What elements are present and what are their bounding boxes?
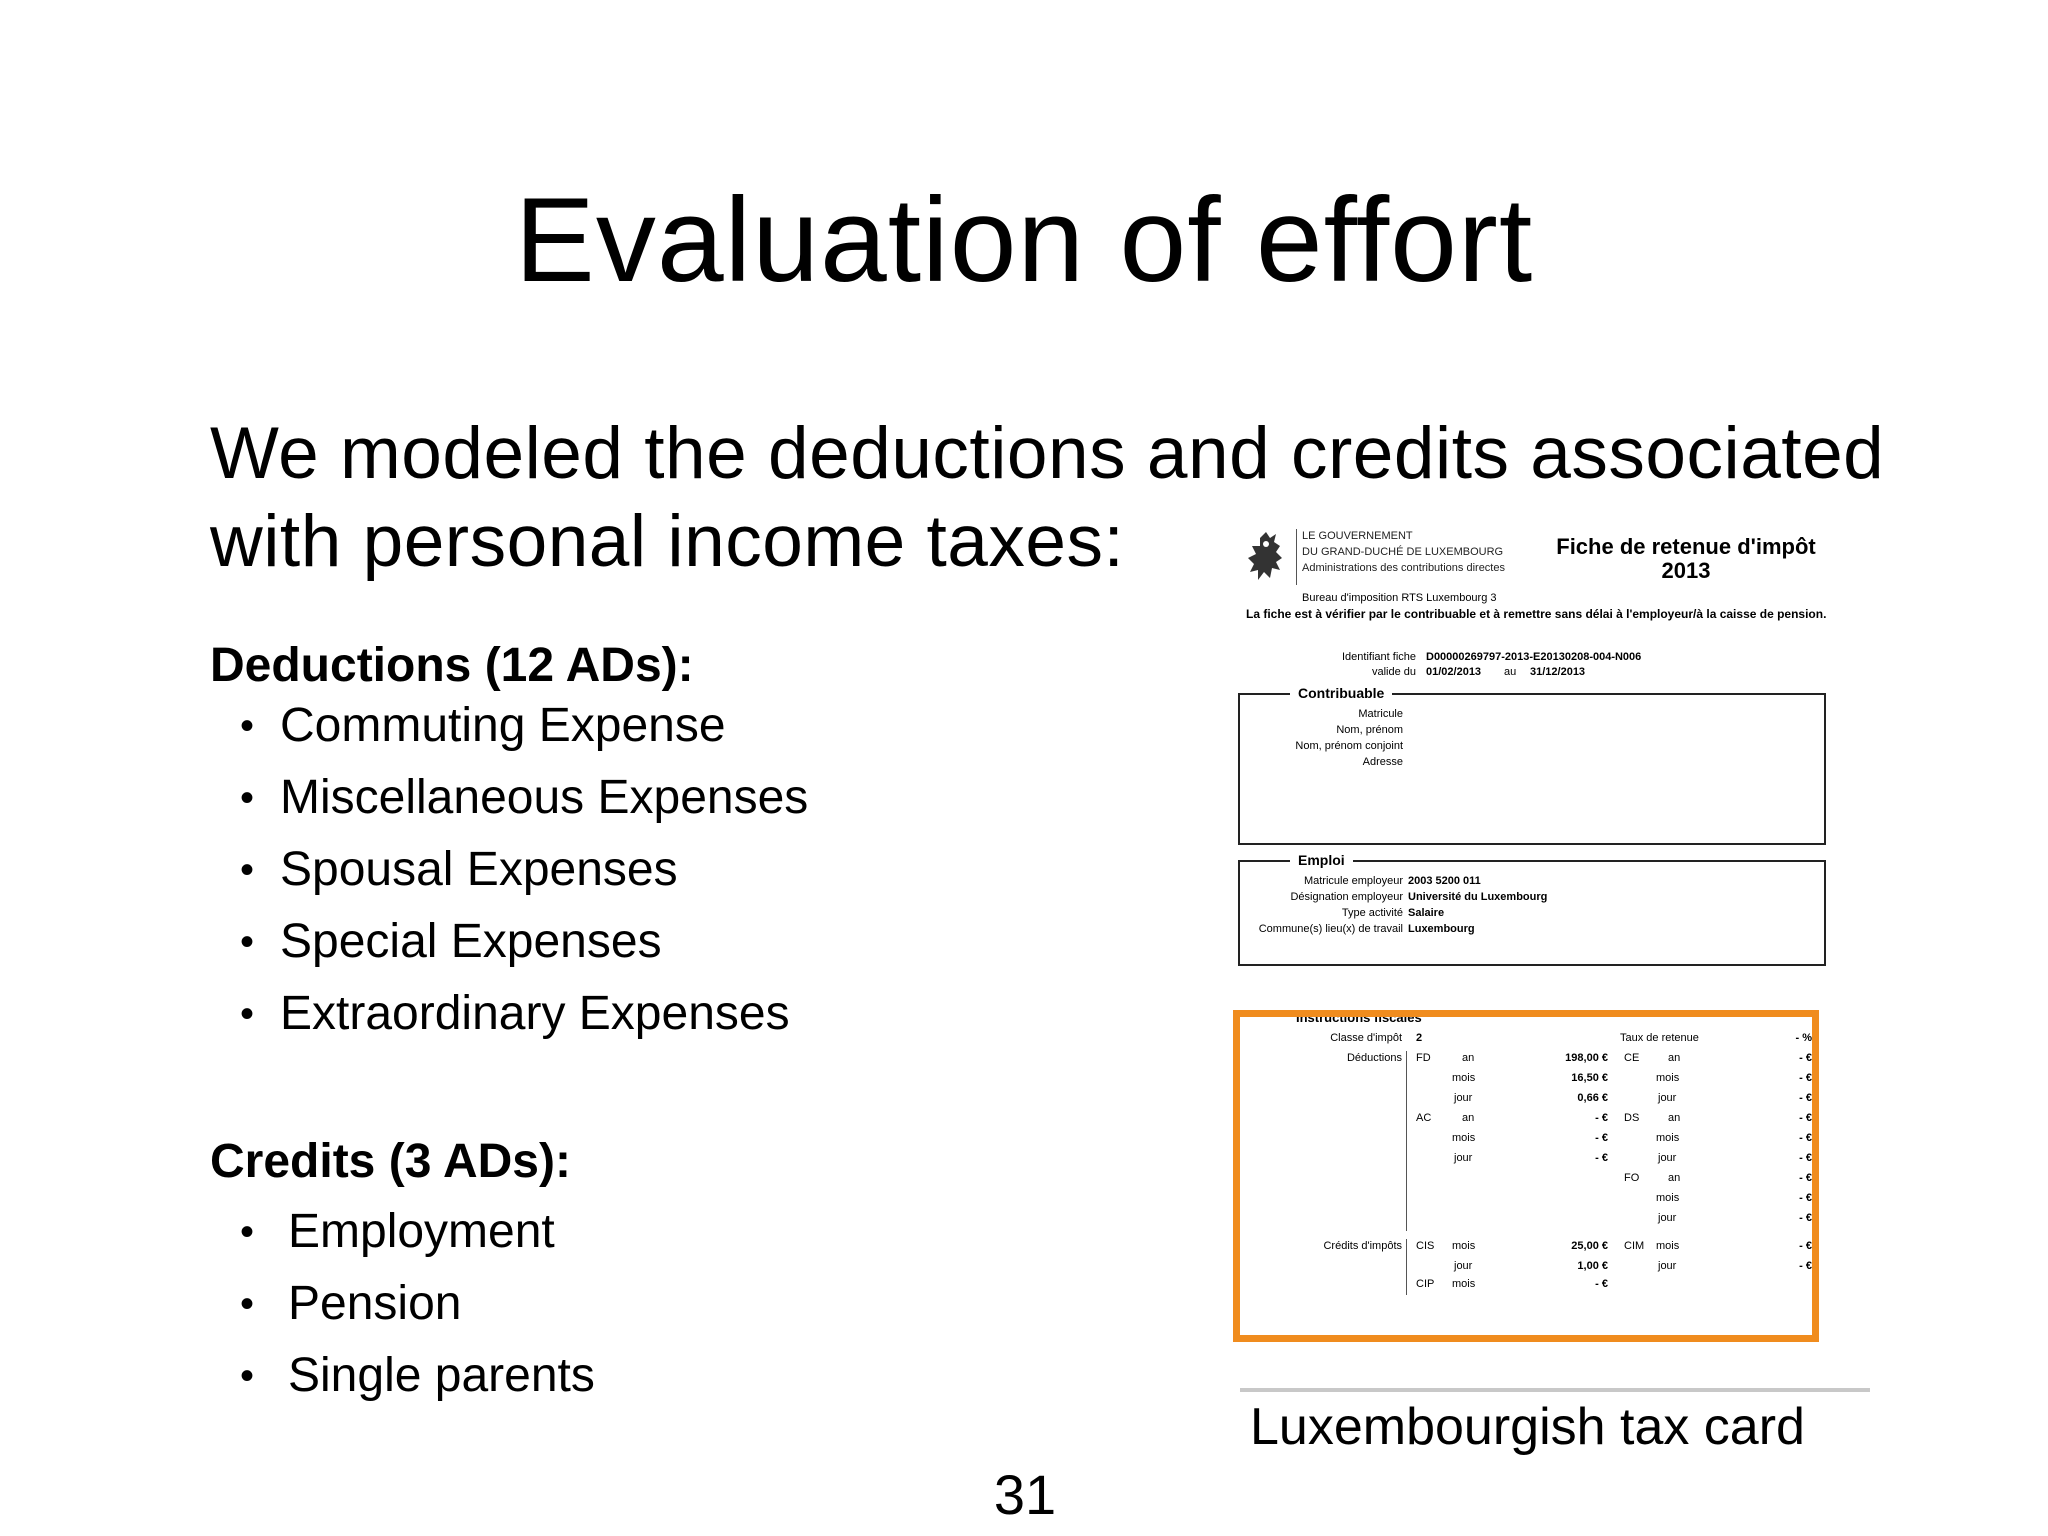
bullet-icon: • — [240, 1354, 255, 1398]
row-period: mois — [1452, 1278, 1476, 1290]
row-amount: - € — [1799, 1192, 1812, 1204]
row-code: DS — [1624, 1112, 1640, 1124]
contribuable-field: Nom, prénom — [1336, 724, 1403, 736]
gov-line-1: LE GOUVERNEMENT — [1302, 530, 1413, 542]
caption-divider — [1240, 1388, 1870, 1392]
row-amount: - € — [1799, 1052, 1812, 1064]
emploi-field-label: Type activité — [1341, 907, 1403, 919]
emploi-field-label: Matricule employeur — [1303, 875, 1403, 887]
row-period: an — [1668, 1052, 1681, 1064]
row-period: jour — [1658, 1212, 1677, 1224]
contribuable-field: Adresse — [1362, 756, 1403, 768]
row-period: mois — [1452, 1072, 1476, 1084]
row-period: an — [1668, 1112, 1681, 1124]
contribuable-field: Matricule — [1358, 708, 1403, 720]
classe-value: 2 — [1416, 1032, 1423, 1044]
emploi-field-value: Luxembourg — [1408, 923, 1475, 935]
emploi-label: Emploi — [1290, 850, 1353, 870]
row-period: an — [1668, 1172, 1681, 1184]
credits-label: Crédits d'impôts — [1323, 1240, 1402, 1252]
valide-label: valide du — [1371, 666, 1416, 678]
row-period: mois — [1656, 1192, 1680, 1204]
au-label: au — [1504, 666, 1517, 678]
row-amount: - € — [1799, 1212, 1812, 1224]
contribuable-label: Contribuable — [1290, 683, 1392, 703]
lion-emblem-icon — [1246, 528, 1292, 588]
page-number: 31 — [993, 1463, 1057, 1526]
bullet-icon: • — [240, 776, 255, 820]
list-item-label: Spousal Expenses — [280, 843, 678, 896]
row-amount: - € — [1799, 1260, 1812, 1272]
deductions-label: Déductions — [1346, 1052, 1402, 1064]
list-item — [240, 978, 808, 1050]
row-code: FD — [1416, 1052, 1431, 1064]
row-amount: - € — [1595, 1112, 1608, 1124]
intro-line-1: We modeled the deductions and credits associated — [210, 413, 1885, 494]
valide-to: 31/12/2013 — [1530, 666, 1586, 678]
taux-value: - % — [1795, 1032, 1812, 1044]
list-item — [240, 690, 808, 762]
row-amount: - € — [1799, 1132, 1812, 1144]
deductions-list — [240, 690, 808, 1050]
emploi-field-value: Salaire — [1408, 907, 1445, 919]
list-item-label: Pension — [288, 1277, 462, 1330]
row-period: jour — [1658, 1260, 1677, 1272]
bullet-icon: • — [240, 1210, 255, 1254]
row-amount: - € — [1799, 1092, 1812, 1104]
row-period: jour — [1454, 1260, 1473, 1272]
list-item — [240, 1340, 595, 1412]
bureau-line: Bureau d'imposition RTS Luxembourg 3 — [1302, 592, 1497, 604]
classe-label: Classe d'impôt — [1330, 1032, 1402, 1044]
slide-title: Evaluation of effort — [514, 173, 1534, 307]
row-amount: - € — [1595, 1132, 1608, 1144]
row-code: AC — [1416, 1112, 1432, 1124]
row-period: mois — [1656, 1072, 1680, 1084]
bullet-icon: • — [240, 848, 255, 892]
row-amount: - € — [1595, 1152, 1608, 1164]
row-period: an — [1462, 1052, 1475, 1064]
row-amount: 1,00 € — [1577, 1260, 1608, 1272]
identifiant-label: Identifiant fiche — [1342, 651, 1416, 663]
row-period: jour — [1454, 1152, 1473, 1164]
gov-line-2: DU GRAND-DUCHÉ DE LUXEMBOURG — [1302, 546, 1504, 558]
credits-heading: Credits (3 ADs): — [210, 1135, 571, 1188]
fiche-title: Fiche de retenue d'impôt — [1556, 534, 1816, 559]
row-amount: - € — [1799, 1172, 1812, 1184]
emploi-field-label: Désignation employeur — [1290, 891, 1403, 903]
row-amount: - € — [1799, 1152, 1812, 1164]
list-item — [240, 834, 808, 906]
bullet-icon: • — [240, 920, 255, 964]
row-amount: - € — [1799, 1072, 1812, 1084]
row-period: mois — [1452, 1132, 1476, 1144]
row-period: mois — [1656, 1240, 1680, 1252]
list-item — [240, 906, 808, 978]
intro-line-2: with personal income taxes: — [210, 501, 1125, 582]
row-amount: 0,66 € — [1577, 1092, 1608, 1104]
image-caption: Luxembourgish tax card — [1250, 1398, 1805, 1456]
identifiant-value: D00000269797-2013-E20130208-004-N006 — [1426, 651, 1642, 663]
row-amount: 25,00 € — [1571, 1240, 1608, 1252]
fiche-year: 2013 — [1661, 558, 1711, 583]
list-item-label: Miscellaneous Expenses — [280, 771, 809, 824]
list-item-label: Commuting Expense — [280, 699, 726, 752]
list-item-label: Special Expenses — [280, 915, 662, 968]
bullet-icon: • — [240, 704, 255, 748]
list-item — [240, 762, 808, 834]
list-item — [240, 1196, 595, 1268]
emploi-field-value: 2003 5200 011 — [1408, 875, 1481, 887]
highlight-frame — [1233, 1010, 1819, 1342]
row-amount: - € — [1595, 1278, 1608, 1290]
list-item-label: Single parents — [288, 1349, 595, 1402]
row-code: FO — [1624, 1172, 1640, 1184]
emploi-box — [1238, 852, 1826, 966]
list-item — [240, 1268, 595, 1340]
notice-text: La fiche est à vérifier par le contribuable et à remettre sans délai à l'employeur/à la caisse de pension. — [1246, 607, 1827, 621]
row-period: mois — [1452, 1240, 1476, 1252]
row-code: CIM — [1624, 1240, 1645, 1252]
row-period: jour — [1454, 1092, 1473, 1104]
gov-line-3: Administrations des contributions directes — [1302, 562, 1505, 574]
row-amount: - € — [1799, 1240, 1812, 1252]
list-item-label: Extraordinary Expenses — [280, 987, 790, 1040]
row-amount: 198,00 € — [1565, 1052, 1608, 1064]
instructions-label: Instructions fiscales — [1296, 1010, 1422, 1025]
bullet-icon: • — [240, 1282, 255, 1326]
row-code: CIP — [1416, 1278, 1435, 1290]
credits-list — [240, 1196, 595, 1412]
row-amount: 16,50 € — [1571, 1072, 1608, 1084]
row-period: jour — [1658, 1152, 1677, 1164]
row-period: jour — [1658, 1092, 1677, 1104]
row-code: CE — [1624, 1052, 1640, 1064]
row-period: an — [1462, 1112, 1475, 1124]
valide-from: 01/02/2013 — [1426, 666, 1482, 678]
emploi-field-label: Commune(s) lieu(x) de travail — [1258, 923, 1403, 935]
logo-separator — [1296, 529, 1297, 585]
row-period: mois — [1656, 1132, 1680, 1144]
contribuable-box — [1238, 685, 1826, 845]
taux-label: Taux de retenue — [1620, 1032, 1699, 1044]
emploi-field-value: Université du Luxembourg — [1408, 891, 1548, 903]
row-code: CIS — [1416, 1240, 1435, 1252]
contribuable-field: Nom, prénom conjoint — [1295, 740, 1403, 752]
list-item-label: Employment — [288, 1205, 555, 1258]
deductions-heading: Deductions (12 ADs): — [210, 639, 694, 692]
bullet-icon: • — [240, 992, 255, 1036]
row-amount: - € — [1799, 1112, 1812, 1124]
